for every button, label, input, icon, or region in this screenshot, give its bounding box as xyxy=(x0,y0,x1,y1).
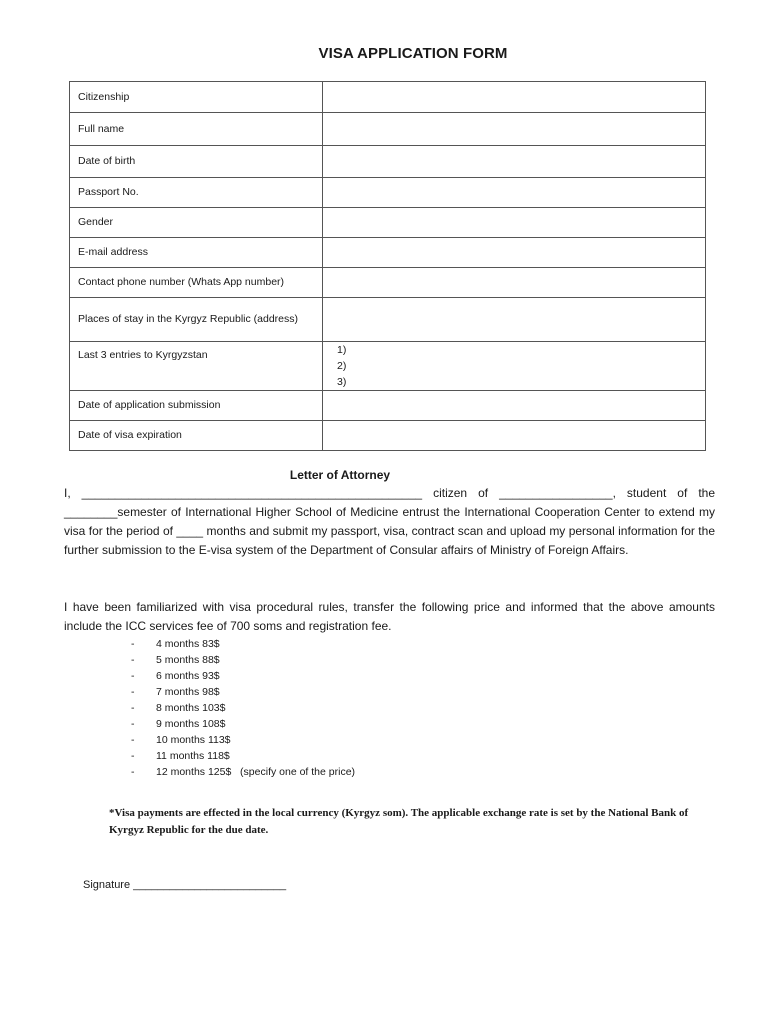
entry-3: 3) xyxy=(337,376,347,388)
letter-title: Letter of Attorney xyxy=(289,468,391,482)
table-row xyxy=(70,113,706,146)
price-list xyxy=(131,636,355,780)
table-row xyxy=(70,421,706,451)
price-item: - 12 months 125$ (specify one of the price) xyxy=(131,764,355,780)
date-of-birth-field[interactable] xyxy=(323,146,706,178)
places-of-stay-field[interactable] xyxy=(323,298,706,342)
passport-number-field[interactable] xyxy=(323,178,706,208)
price-item: - 4 months 83$ xyxy=(131,636,355,652)
table-row xyxy=(70,268,706,298)
email-field[interactable] xyxy=(323,238,706,268)
price-item: - 5 months 88$ xyxy=(131,652,355,668)
price-item: - 10 months 113$ xyxy=(131,732,355,748)
price-item: - 8 months 103$ xyxy=(131,700,355,716)
letter-first-line: I, ___________________________________________________ citizen of _________________, student of the xyxy=(64,486,715,500)
passport-number-label: Passport No. xyxy=(70,178,323,208)
visa-expiration-field[interactable] xyxy=(323,421,706,451)
table-row xyxy=(70,82,706,113)
letter-paragraph-2: I have been familiarized with visa procedural rules, transfer the following price and informed that the above amounts include the ICC services fee of 700 soms and registration fee. xyxy=(64,600,715,633)
price-item: - 9 months 108$ xyxy=(131,716,355,732)
payment-note: *Visa payments are effected in the local currency (Kyrgyz som). The applicable exchange rate is set by the National Bank of Kyrgyz Republic for the due date. xyxy=(109,807,689,836)
visa-expiration-label: Date of visa expiration xyxy=(70,421,323,451)
last-entries-label: Last 3 entries to Kyrgyzstan xyxy=(70,342,323,391)
submission-date-field[interactable] xyxy=(323,391,706,421)
signature-line[interactable]: Signature _________________________ xyxy=(83,879,287,891)
submission-date-label: Date of application submission xyxy=(70,391,323,421)
places-of-stay-label: Places of stay in the Kyrgyz Republic (address) xyxy=(70,298,323,342)
application-table xyxy=(69,81,706,451)
table-row xyxy=(70,342,706,391)
letter-paragraph-1: ________semester of International Higher School of Medicine entrust the International Cooperation Center to extend my visa for the period of ____ months and submit my passport, visa, contract scan and upload my personal information for the further submission to the E-visa system of the Department of Consular affairs of Ministry of Foreign Affairs. xyxy=(64,505,715,557)
form-title: VISA APPLICATION FORM xyxy=(318,45,508,62)
table-row xyxy=(70,298,706,342)
phone-label: Contact phone number (Whats App number) xyxy=(70,268,323,298)
price-item: - 11 months 118$ xyxy=(131,748,355,764)
date-of-birth-label: Date of birth xyxy=(70,146,323,178)
full-name-label: Full name xyxy=(70,113,323,146)
table-row xyxy=(70,178,706,208)
last-entries-field[interactable] xyxy=(323,342,706,391)
phone-field[interactable] xyxy=(323,268,706,298)
table-row xyxy=(70,391,706,421)
full-name-field[interactable] xyxy=(323,113,706,146)
entry-1: 1) xyxy=(337,344,347,356)
price-item: - 6 months 93$ xyxy=(131,668,355,684)
citizenship-field[interactable] xyxy=(323,82,706,113)
entry-2: 2) xyxy=(337,360,347,372)
email-label: E-mail address xyxy=(70,238,323,268)
table-row xyxy=(70,238,706,268)
gender-label: Gender xyxy=(70,208,323,238)
gender-field[interactable] xyxy=(323,208,706,238)
table-row xyxy=(70,208,706,238)
price-item: - 7 months 98$ xyxy=(131,684,355,700)
table-row xyxy=(70,146,706,178)
citizenship-label: Citizenship xyxy=(70,82,323,113)
